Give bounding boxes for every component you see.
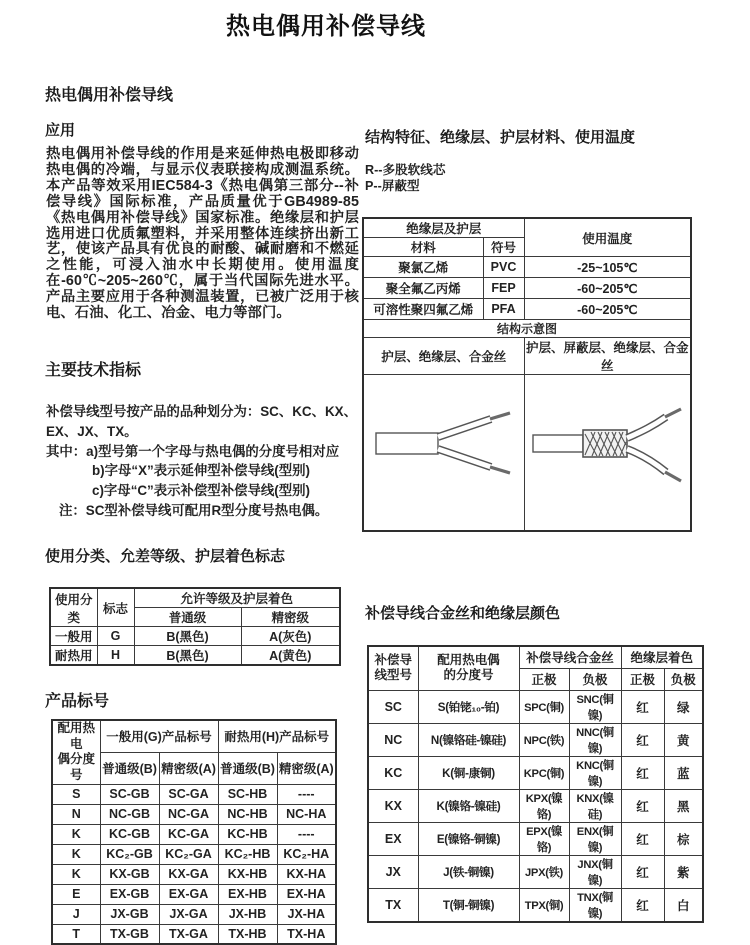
text-line: b)字母“X”表示延伸型补偿导线(型别)	[92, 463, 310, 479]
table-cell: B(黑色)	[134, 627, 241, 646]
table-cell: NC-HA	[277, 804, 336, 824]
table-cell: N(镍铬硅-镍硅)	[418, 723, 519, 756]
caption-shielded-cable: 护层、屏蔽层、绝缘层、合金丝	[524, 338, 691, 375]
table-cell: T(铜-铜镍)	[418, 888, 519, 922]
table-cell: 聚氯乙烯	[363, 257, 483, 278]
table-cell: E(镍铬-铜镍)	[418, 822, 519, 855]
table-cell: KC₂-HA	[277, 844, 336, 864]
table-row	[52, 844, 336, 864]
header-g-ordinary: 普通级(B)	[100, 752, 159, 784]
table-cell: J	[52, 904, 100, 924]
table-cell: KC-HB	[218, 824, 277, 844]
tech-heading: 主要技术指标	[45, 362, 142, 379]
table-row	[363, 299, 691, 320]
header-alloy-negative: 负极	[569, 668, 621, 690]
table-cell: B(黑色)	[134, 646, 241, 666]
table-cell: KC₂-HB	[218, 844, 277, 864]
table-cell: 红	[621, 822, 664, 855]
table-row	[363, 278, 691, 299]
product-heading: 产品标号	[45, 693, 110, 710]
table-cell: EX	[368, 822, 418, 855]
table-row	[52, 784, 336, 804]
table-row	[52, 824, 336, 844]
table-cell: H	[97, 646, 134, 666]
product-code-table	[51, 719, 337, 945]
header-color-positive: 正极	[621, 668, 664, 690]
table-cell: TX	[368, 888, 418, 922]
table-cell: 红	[621, 756, 664, 789]
table-cell: KNC(铜镍)	[569, 756, 621, 789]
header-color-negative: 负极	[664, 668, 703, 690]
table-header-row	[368, 646, 703, 668]
header-thermocouple-line2: 的分度号	[443, 668, 494, 683]
table-cell: SC-GA	[159, 784, 218, 804]
table-cell: NC-GA	[159, 804, 218, 824]
table-cell: N	[52, 804, 100, 824]
structure-legend	[365, 163, 445, 194]
page-title: 热电偶用补偿导线	[226, 13, 426, 40]
header-ordinary: 普通级	[134, 608, 241, 627]
table-cell: KPC(铜)	[519, 756, 569, 789]
table-cell: 耐热用	[50, 646, 97, 666]
table-cell: JNX(铜镍)	[569, 855, 621, 888]
table-row	[52, 864, 336, 884]
table-cell: ----	[277, 824, 336, 844]
header-precision: 精密级	[241, 608, 340, 627]
table-cell: -60~205℃	[524, 299, 691, 320]
table-cell: FEP	[483, 278, 524, 299]
caption-plain-cable: 护层、绝缘层、合金丝	[363, 338, 524, 375]
header-symbol: 符号	[483, 238, 524, 257]
header-graduation-line2: 偶分度号	[57, 752, 95, 782]
header-wire-model-line1: 补偿导	[374, 652, 412, 667]
table-header-row	[363, 218, 691, 238]
header-insulation-group: 绝缘层及护层	[363, 218, 524, 238]
header-group-g: 一般用(G)产品标号	[100, 720, 218, 752]
text-line: 注：SC型补偿导线可配用R型分度号热电偶。	[59, 502, 329, 518]
cable-diagram-shielded	[525, 375, 690, 529]
table-cell: 红	[621, 888, 664, 922]
plain-cable-cell	[363, 375, 524, 531]
table-cell: -60~205℃	[524, 278, 691, 299]
table-cell: 红	[621, 723, 664, 756]
table-cell: A(黄色)	[241, 646, 340, 666]
table-cell: S(铂铑₁₀-铂)	[418, 690, 519, 723]
table-cell: TNX(铜镍)	[569, 888, 621, 922]
header-insulation-color-group: 绝缘层着色	[621, 646, 703, 668]
schematic-title: 结构示意图	[363, 320, 691, 338]
table-cell: K(铜-康铜)	[418, 756, 519, 789]
classification-heading: 使用分类、允差等级、护层着色标志	[45, 548, 286, 565]
table-cell: E	[52, 884, 100, 904]
table-cell: 黑	[664, 789, 703, 822]
header-wire-model	[368, 646, 418, 690]
table-cell: TPX(铜)	[519, 888, 569, 922]
table-cell: KC₂-GB	[100, 844, 159, 864]
table-cell: NC-HB	[218, 804, 277, 824]
table-cell: K	[52, 824, 100, 844]
table-cell: PVC	[483, 257, 524, 278]
table-row	[363, 257, 691, 278]
table-cell: 绿	[664, 690, 703, 723]
table-row	[368, 690, 703, 723]
header-alloy-positive: 正极	[519, 668, 569, 690]
table-cell: KC-GA	[159, 824, 218, 844]
text-line: 其中：a)型号第一个字母与热电偶的分度号相对应	[46, 443, 340, 459]
schematic-diagram-row	[363, 375, 691, 531]
table-cell: A(灰色)	[241, 627, 340, 646]
table-row	[52, 884, 336, 904]
table-cell: KNX(镍硅)	[569, 789, 621, 822]
header-use-class: 使用分类	[50, 588, 97, 627]
table-cell: TX-GB	[100, 924, 159, 944]
table-cell: SC-HB	[218, 784, 277, 804]
table-cell: KX-GA	[159, 864, 218, 884]
table-cell: SNC(铜镍)	[569, 690, 621, 723]
table-cell: JX-HA	[277, 904, 336, 924]
table-cell: TX-GA	[159, 924, 218, 944]
table-cell: SC	[368, 690, 418, 723]
table-cell: 一般用	[50, 627, 97, 646]
table-row	[50, 646, 340, 666]
table-header-row	[52, 720, 336, 752]
header-graduation	[52, 720, 100, 784]
table-row	[368, 789, 703, 822]
table-cell: KC-GB	[100, 824, 159, 844]
table-cell: T	[52, 924, 100, 944]
header-thermocouple-line1: 配用热电偶	[437, 652, 500, 667]
table-cell: 红	[621, 855, 664, 888]
table-cell: NC	[368, 723, 418, 756]
table-cell: K	[52, 844, 100, 864]
table-row	[50, 627, 340, 646]
schematic-title-row	[363, 320, 691, 338]
table-cell: 红	[621, 690, 664, 723]
application-body: 热电偶用补偿导线的作用是来延伸热电极即移动热电偶的冷端，与显示仪表联接构成测温系统。本产品等效采用IEC584-3《热电偶第三部分--补偿导线》国际标准，产品质量优于GB4989-85《热电偶用补偿导线》国家标准。绝缘层和护层选用进口优质氟塑料，并采用整体连续挤出新工艺，使该产品具有优良的耐酸、碱耐磨和不燃延之性能，可浸入油水中长期使用。使用温度在-60℃~205~260℃，属于当代国际先进水平。产品主要应用于各种测温装置，已被广泛用于核电、石油、化工、冶金、电力等部门。	[46, 146, 359, 322]
table-cell: 红	[621, 789, 664, 822]
table-cell: NPC(铁)	[519, 723, 569, 756]
table-cell: 蓝	[664, 756, 703, 789]
table-row	[368, 723, 703, 756]
tech-lines	[46, 402, 360, 521]
table-cell: JX-HB	[218, 904, 277, 924]
header-group-h: 耐热用(H)产品标号	[218, 720, 336, 752]
table-cell: K(镍铬-镍硅)	[418, 789, 519, 822]
text-line: 补偿导线型号按产品的品种划分为：SC、KC、KX、EX、JX、TX。	[46, 404, 357, 439]
table-cell: JPX(铁)	[519, 855, 569, 888]
header-h-precision: 精密级(A)	[277, 752, 336, 784]
table-cell: 黄	[664, 723, 703, 756]
legend-line-r: R--多股软线芯	[365, 163, 446, 177]
table-cell: 白	[664, 888, 703, 922]
table-cell: JX-GA	[159, 904, 218, 924]
table-cell: EX-HB	[218, 884, 277, 904]
table-cell: 聚全氟乙丙烯	[363, 278, 483, 299]
table-cell: KX-HB	[218, 864, 277, 884]
table-cell: G	[97, 627, 134, 646]
header-mark: 标志	[97, 588, 134, 627]
table-cell: KC₂-GA	[159, 844, 218, 864]
table-cell: 可溶性聚四氟乙烯	[363, 299, 483, 320]
table-cell: ENX(铜镍)	[569, 822, 621, 855]
classification-table	[49, 587, 341, 666]
shielded-cable-cell	[524, 375, 691, 531]
header-thermocouple	[418, 646, 519, 690]
table-row	[368, 888, 703, 922]
table-row	[368, 756, 703, 789]
colors-heading: 补偿导线合金丝和绝缘层颜色	[365, 605, 561, 622]
table-cell: EPX(镍铬)	[519, 822, 569, 855]
table-cell: JX	[368, 855, 418, 888]
table-cell: KX-GB	[100, 864, 159, 884]
alloy-color-table	[367, 645, 704, 923]
table-cell: 棕	[664, 822, 703, 855]
table-cell: KPX(镍铬)	[519, 789, 569, 822]
structure-heading: 结构特征、绝缘层、护层材料、使用温度	[365, 129, 636, 146]
table-cell: TX-HB	[218, 924, 277, 944]
header-temperature: 使用温度	[524, 218, 691, 257]
structure-table	[362, 217, 692, 532]
table-cell: SC-GB	[100, 784, 159, 804]
table-row	[52, 904, 336, 924]
table-cell: PFA	[483, 299, 524, 320]
section-subtitle: 热电偶用补偿导线	[45, 87, 174, 104]
table-cell: EX-GA	[159, 884, 218, 904]
table-cell: -25~105℃	[524, 257, 691, 278]
table-cell: KX-HA	[277, 864, 336, 884]
header-g-precision: 精密级(A)	[159, 752, 218, 784]
table-cell: KX	[368, 789, 418, 822]
table-row	[368, 855, 703, 888]
table-cell: EX-HA	[277, 884, 336, 904]
table-row	[52, 804, 336, 824]
table-cell: NNC(铜镍)	[569, 723, 621, 756]
table-row	[52, 924, 336, 944]
table-cell: KC	[368, 756, 418, 789]
schematic-caption-row	[363, 338, 691, 375]
text-line: c)字母“C”表示补偿型补偿导线(型别)	[92, 483, 310, 499]
table-cell: NC-GB	[100, 804, 159, 824]
table-row	[368, 822, 703, 855]
table-cell: EX-GB	[100, 884, 159, 904]
table-cell: JX-GB	[100, 904, 159, 924]
table-cell: TX-HA	[277, 924, 336, 944]
legend-line-p: P--屏蔽型	[365, 178, 420, 193]
cable-diagram-plain	[364, 375, 523, 529]
table-cell: J(铁-铜镍)	[418, 855, 519, 888]
table-cell: 紫	[664, 855, 703, 888]
header-material: 材料	[363, 238, 483, 257]
table-cell: ----	[277, 784, 336, 804]
header-grade-group: 允许等级及护层着色	[134, 588, 340, 608]
header-graduation-line1: 配用热电	[57, 721, 95, 751]
table-header-row	[50, 588, 340, 608]
table-cell: SPC(铜)	[519, 690, 569, 723]
table-cell: S	[52, 784, 100, 804]
table-cell: K	[52, 864, 100, 884]
header-h-ordinary: 普通级(B)	[218, 752, 277, 784]
header-alloy-group: 补偿导线合金丝	[519, 646, 621, 668]
header-wire-model-line2: 线型号	[374, 668, 412, 683]
application-heading: 应用	[45, 122, 76, 139]
